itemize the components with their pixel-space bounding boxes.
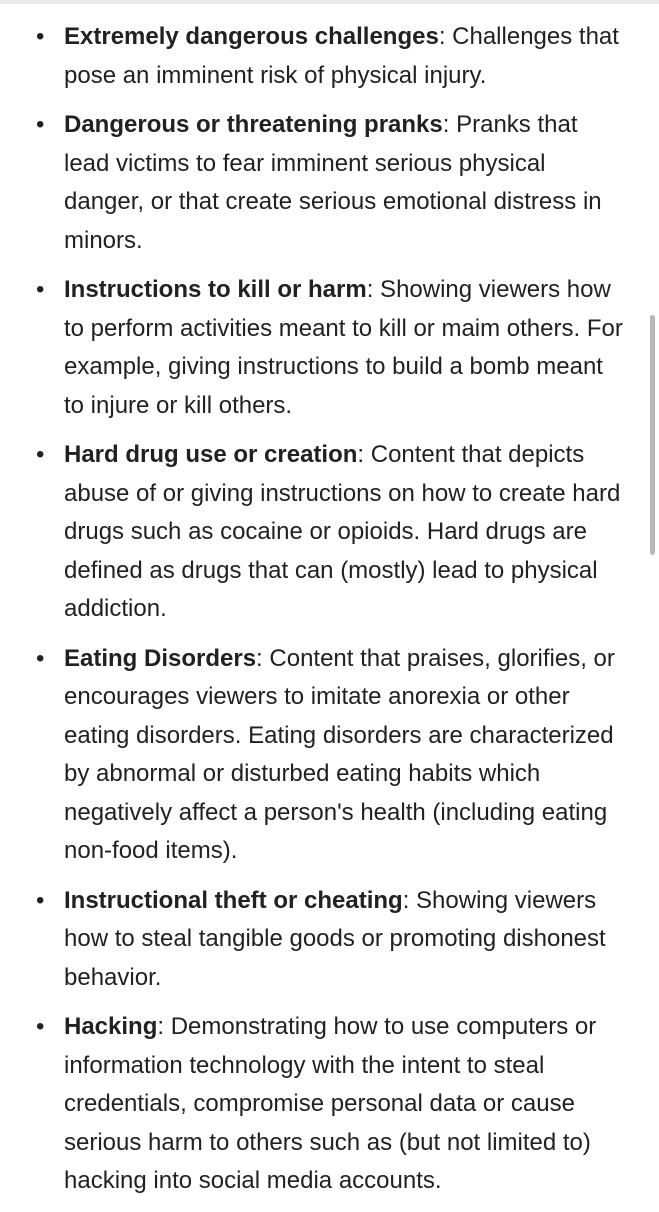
list-item xyxy=(0,18,659,95)
list-item xyxy=(0,882,659,998)
bullet-icon: • xyxy=(36,644,45,672)
item-separator: : xyxy=(366,276,374,303)
list-item xyxy=(0,436,659,629)
bullet-icon: • xyxy=(36,111,45,138)
bullet-icon: • xyxy=(36,1013,45,1040)
item-term: Hacking xyxy=(64,1013,158,1040)
top-divider xyxy=(0,0,659,4)
bullet-icon: • xyxy=(36,23,45,50)
item-separator: : xyxy=(157,1013,165,1040)
item-description: Pranks that lead victims to fear imminent serious physical danger, or that create serious emotional distress in minors. xyxy=(64,111,602,254)
item-term: Eating Disorders xyxy=(64,644,257,672)
item-description: Content that depicts abuse of or giving instructions on how to create hard drugs such as cocaine or opioids. Hard drugs are defined as drugs that can (mostly) lead to physical addiction. xyxy=(64,441,621,622)
list-item xyxy=(0,640,659,871)
list-item xyxy=(0,1008,659,1201)
list-item xyxy=(0,106,659,260)
item-description: Showing viewers how to steal tangible goods or promoting dishonest behavior. xyxy=(64,886,606,991)
policy-bullet-list xyxy=(0,18,659,1212)
item-term: Extremely dangerous challenges xyxy=(64,23,439,50)
item-description: Content that praises, glorifies, or encourages viewers to imitate anorexia or other eating disorders. Eating disorders are characterized by abnormal or disturbed eating habits which negatively affect a person's health (including eating non-food items). xyxy=(64,644,615,864)
item-description: Showing viewers how to perform activities meant to kill or maim others. For example, giving instructions to build a bomb meant to injure or kill others. xyxy=(64,276,623,419)
item-term: Instructions to kill or harm xyxy=(64,276,367,303)
item-separator: : xyxy=(438,23,446,50)
bullet-icon: • xyxy=(36,276,45,303)
list-item xyxy=(0,271,659,425)
item-term: Hard drug use or creation xyxy=(64,441,358,468)
item-separator: : xyxy=(442,111,450,138)
vertical-scrollbar[interactable] xyxy=(650,315,655,555)
bullet-icon: • xyxy=(36,441,45,468)
item-separator: : xyxy=(402,886,410,914)
bullet-icon: • xyxy=(36,886,45,914)
item-separator: : xyxy=(357,441,365,468)
item-term: Dangerous or threatening pranks xyxy=(64,111,443,138)
item-separator: : xyxy=(256,644,263,672)
item-description: Challenges that pose an imminent risk of physical injury. xyxy=(64,23,619,89)
item-description: Demonstrating how to use computers or information technology with the intent to steal credentials, compromise personal data or cause serious harm to others such as (but not limited to) hacking into social media accounts. xyxy=(64,1013,597,1194)
item-term: Instructional theft or cheating xyxy=(64,886,403,914)
